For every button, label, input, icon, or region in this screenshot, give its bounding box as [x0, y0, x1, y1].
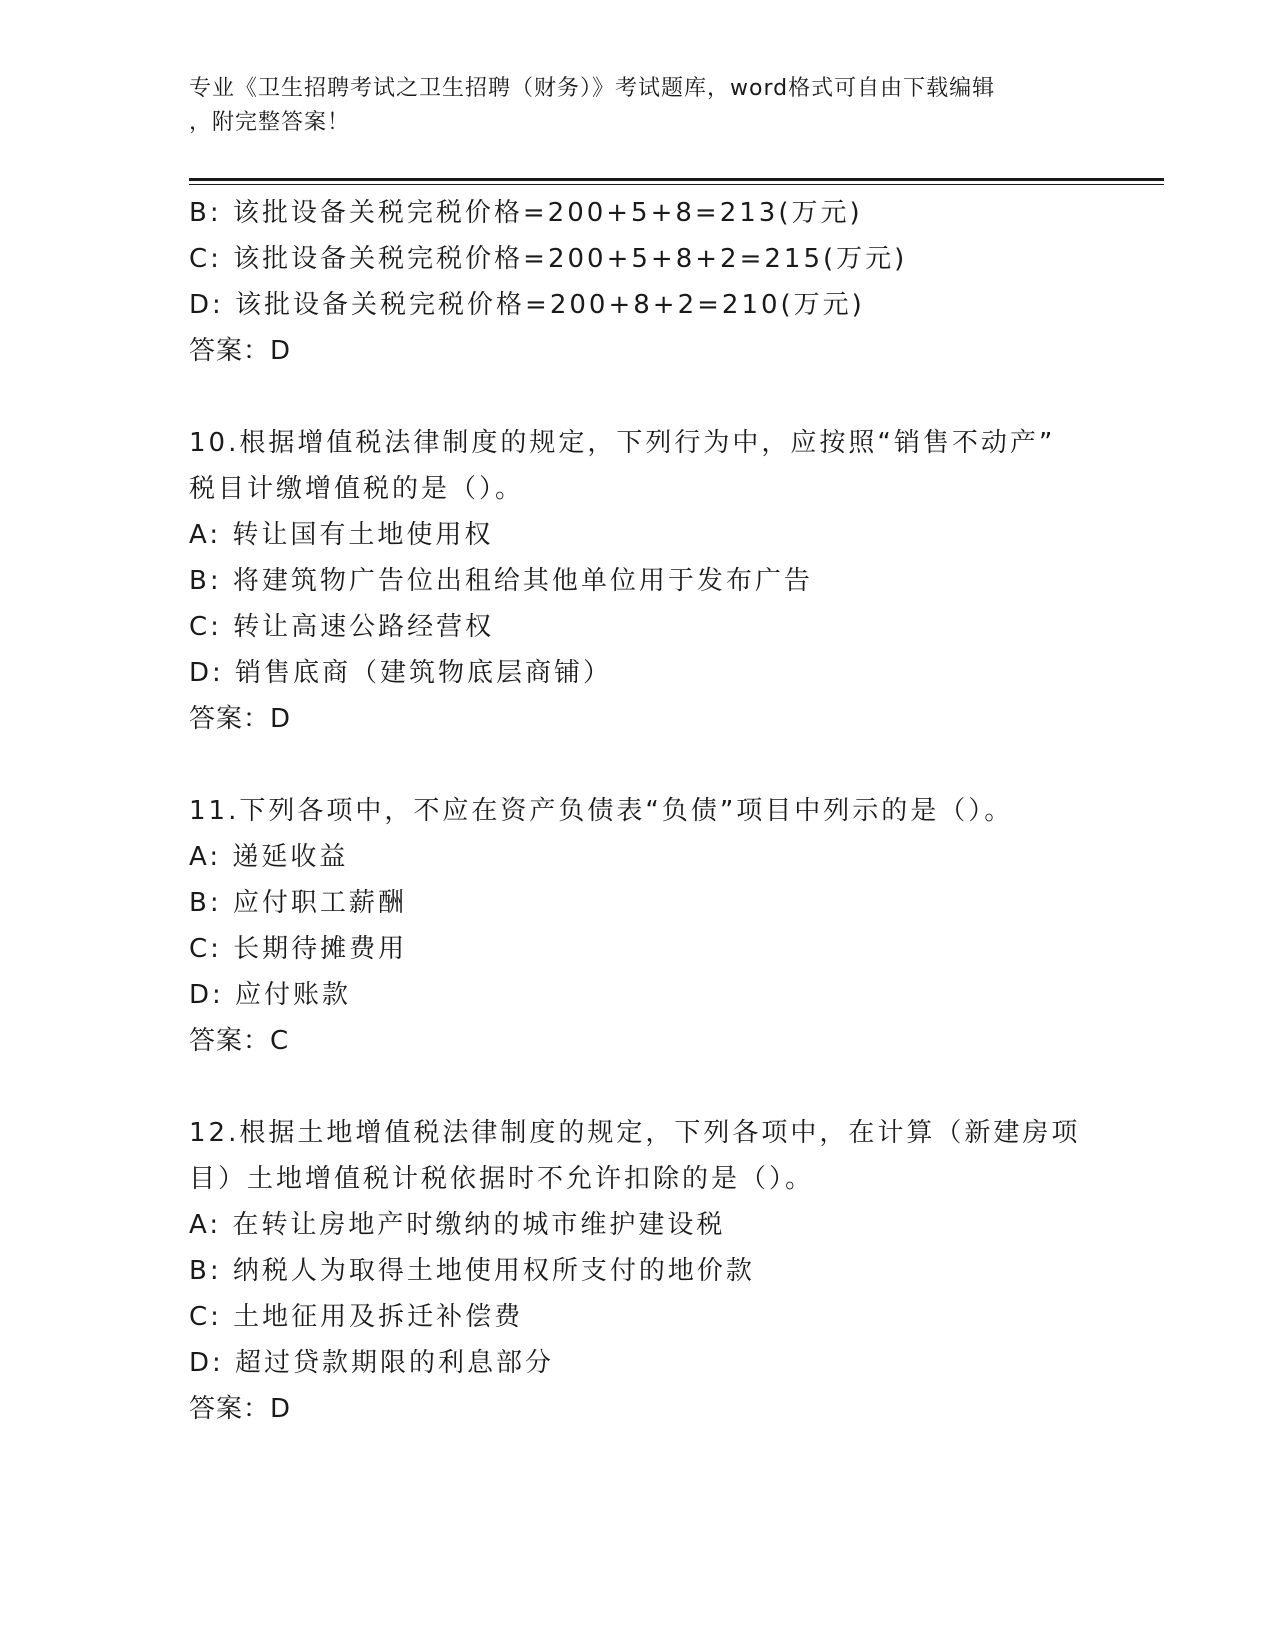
answer-label: 答案：C [189, 1026, 290, 1056]
question-stem-line-2: 税目计缴增值税的是（）。 [189, 474, 525, 504]
header-divider-thin [189, 184, 1164, 185]
question-stem-line-1: 12.根据土地增值税法律制度的规定，下列各项中，在计算（新建房项 [189, 1118, 1081, 1148]
question-block-10 [189, 420, 1089, 742]
question-block-9 [189, 190, 1089, 374]
option-d: D: 销售底商（建筑物底层商铺） [189, 658, 613, 688]
option-a: A: 递延收益 [189, 842, 349, 872]
option-a: A: 转让国有土地使用权 [189, 520, 494, 550]
question-stem-line-2: 目）土地增值税计税依据时不允许扣除的是（）。 [189, 1164, 815, 1194]
option-c: C: 土地征用及拆迁补偿费 [189, 1302, 524, 1332]
option-d: D: 超过贷款期限的利息部分 [189, 1348, 555, 1378]
option-b: B: 纳税人为取得土地使用权所支付的地价款 [189, 1256, 755, 1286]
question-block-11 [189, 788, 1089, 1064]
spacer [189, 742, 1089, 788]
option-b: B: 该批设备关税完税价格=200+5+8=213(万元) [189, 198, 863, 228]
option-d: D: 该批设备关税完税价格=200+8+2=210(万元) [189, 290, 865, 320]
question-stem-line-1: 10.根据增值税法律制度的规定，下列行为中，应按照“销售不动产” [189, 428, 1056, 458]
question-stem-line-1: 11.下列各项中，不应在资产负债表“负债”项目中列示的是（）。 [189, 796, 1014, 826]
question-block-12 [189, 1110, 1089, 1432]
option-c: C: 转让高速公路经营权 [189, 612, 495, 642]
option-b: B: 将建筑物广告位出租给其他单位用于发布广告 [189, 566, 813, 596]
header-title-line-1: 专业《卫生招聘考试之卫生招聘（财务）》考试题库，word格式可自由下载编辑 [189, 76, 996, 101]
header-title-line-2: ，附完整答案！ [189, 110, 351, 135]
document-header [189, 72, 1089, 140]
spacer [189, 1064, 1089, 1110]
header-divider-thick [189, 178, 1164, 181]
spacer [189, 374, 1089, 420]
option-d: D: 应付账款 [189, 980, 352, 1010]
answer-label: 答案：D [189, 336, 292, 366]
answer-label: 答案：D [189, 704, 292, 734]
option-c: C: 该批设备关税完税价格=200+5+8+2=215(万元) [189, 244, 908, 274]
question-list [189, 190, 1089, 1432]
option-b: B: 应付职工薪酬 [189, 888, 407, 918]
answer-label: 答案：D [189, 1394, 292, 1424]
option-c: C: 长期待摊费用 [189, 934, 408, 964]
option-a: A: 在转让房地产时缴纳的城市维护建设税 [189, 1210, 726, 1240]
